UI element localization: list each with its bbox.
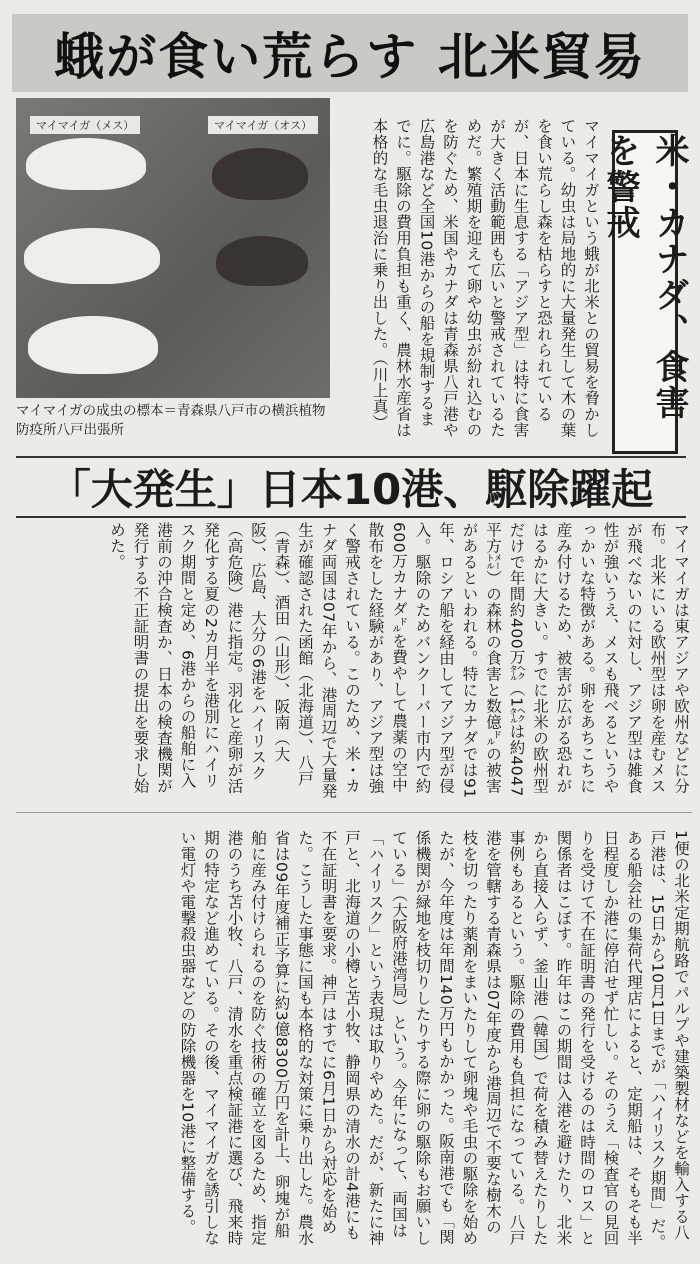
headline-banner [12, 14, 688, 92]
headline: 蛾が食い荒らす 北米貿易 [54, 28, 646, 86]
label-female: マイマイガ（メス） [30, 116, 140, 134]
body-lower: 1便の北米定期航路でパルプや建築製材などを輸入する八戸港は、15日から10月1日までが「ハイリスク期間」だ。ある船会社の集荷代理店によると、定期船は、そもそも半日程度しか港に停泊せず忙しい。そのうえ「検査官の見回りを受けて不在証明書の発行を受けるのは時間のロス」と関係者はこぼす。昨年はこの期間は入港を避けたり、北米から直接入らず、釜山港（韓国）で荷を積み替えたりした事例もあるという。駆除の費用も負担になっている。八戸港を管轄する青森県は07年度から港周辺で不要な樹木の枝を切ったり薬剤をまいたりして卵塊や毛虫の駆除を始めたが、今年度は年間140万円もかかった。阪南港でも「関係機関が緑地を枝切りしたりする際に卵の駆除もお願いしている」（大阪府港湾局）という。今年になって、両国は「ハイリスク」という表現は取りやめた。だが、新たに神戸と、北海道の小樽と苫小牧、静岡県の清水の計4港にも不在証明書を要求。神戸はすでに6月1日から対応を始めた。こうした事態に国も本格的な対策に乗り出した。農水省は09年度補正予算に約3億8300万円を計上、卵塊が船舶に産み付けられるのを防ぐ技術の確立を図るため、指定港のうち苫小牧、八戸、清水を重点検証港に選び、飛来時期の特定など進めている。その後、マイマイガを誘引しない電灯や電撃殺虫器などの防除機器を10港に整備する。 [178, 830, 690, 1250]
body-upper: マイマイガは東アジアや欧州などに分布。北米にいる欧州型は卵を産むメスが飛べないのに対し、アジア型は雑食性が強いうえ、メスも飛べるというやっかいな特徴がある。卵をあちこちに産み付けるため、被害が広がる恐れがはるかに大きい。すでに北米の欧州型だけで年間約400万㌶（1㌶は約4047平方㍍）の森林の食害と数億㌦の被害があるといわれる。特にカナダでは91年、ロシア船を経由してアジア型が侵入。駆除のためバンクーバー市内で約600万カナダ㌦を費やして農薬の空中散布をした経験があり、アジア型は強く警戒されている。このため、米・カナダ両国は07年から、港周辺で大量発生が確認された函館（北海道）、八戸（青森）、酒田（山形）、阪南（大阪）、広島、大分の6港をハイリスク（高危険）港に指定。羽化と産卵が活発化する夏の2カ月半を港別にハイリスク期間と定め、6港からの船舶に入港前の沖合検査か、日本の検査機関が発行する不正証明書の提出を要求し始めた。 [108, 522, 690, 799]
moth-female-3 [28, 316, 158, 374]
specimen-photo [16, 98, 330, 398]
moth-female-1 [26, 138, 146, 190]
divider [16, 812, 692, 813]
photo-caption: マイマイガの成虫の標本＝青森県八戸市の横浜植物防疫所八戸出張所 [16, 403, 326, 438]
lead-paragraph: マイマイガという蛾が北米との貿易を脅かしている。幼虫は局地的に大量発生して木の葉を食い荒らし森を枯らすと恐れられているが、日本に生息する「アジア型」は特に食害が大きく活動範囲も広いと警戒されているためだ。繁殖期を迎えて卵や幼虫が紛れ込むのを防ぐため、米国やカナダは青森県八戸港や広島港など全国10港からの船を規制するまでに。駆除の費用負担も重く、農林水産省は本格的な毛虫退治に乗り出した。（川上真） [370, 118, 600, 438]
moth-male-1 [212, 148, 308, 200]
moth-male-2 [216, 236, 308, 286]
section-headline: 「大発生」日本10港、駆除躍起 [16, 456, 686, 518]
label-male: マイマイガ（オス） [208, 116, 318, 134]
moth-female-2 [24, 228, 160, 284]
subhead: 米・カナダ、食害を警戒 [612, 130, 678, 454]
